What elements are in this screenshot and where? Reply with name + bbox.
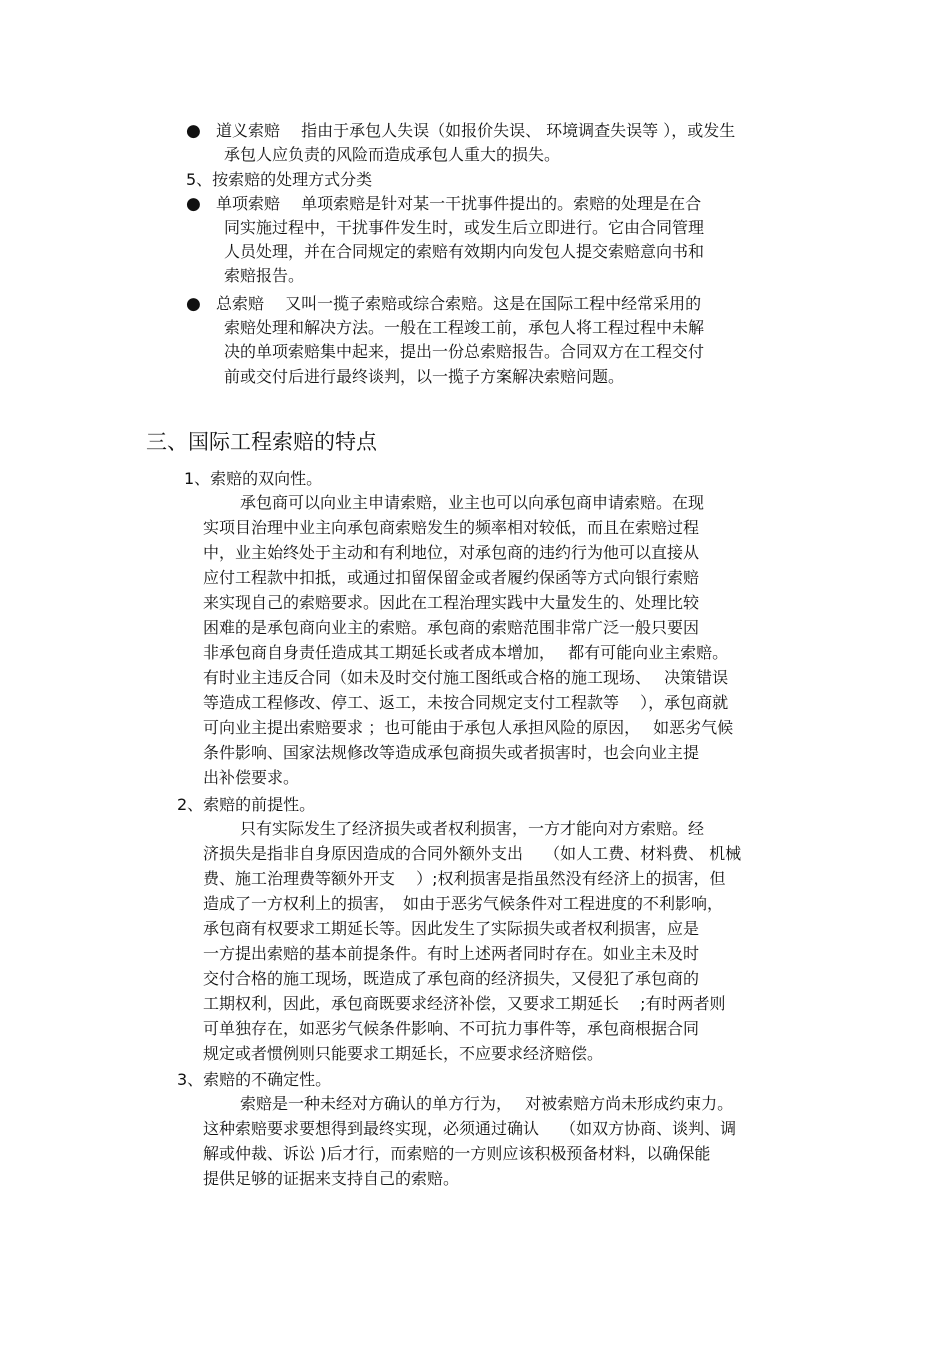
item-1-line: 出补偿要求。	[203, 768, 300, 787]
section-heading: 三、国际工程索赔的特点	[146, 430, 377, 454]
bullet-danxiang-line: 索赔报告。	[224, 266, 305, 285]
bullet-danxiang-line: 单项索赔 单项索赔是针对某一干扰事件提出的。索赔的处理是在合	[216, 194, 702, 213]
bullet-daoyi-line: 承包人应负责的风险而造成承包人重大的损失。	[224, 145, 561, 164]
item-1-line: 应付工程款中扣抵，或通过扣留保留金或者履约保函等方式向银行索赔	[203, 568, 700, 587]
item-3-line: 解或仲裁、诉讼 )后才行，而索赔的一方则应该积极预备材料，以确保能	[203, 1144, 711, 1163]
item-1-line: 实项目治理中业主向承包商索赔发生的频率相对较低，而且在索赔过程	[203, 518, 700, 537]
item-2-line: 工期权利，因此，承包商既要求经济补偿，又要求工期延长 ;有时两者则	[203, 994, 726, 1013]
item-2-line: 承包商有权要求工期延长等。因此发生了实际损失或者权利损害，应是	[203, 919, 700, 938]
item-2-line: 费、施工治理费等额外开支 ）;权利损害是指虽然没有经济上的损害，但	[203, 869, 726, 888]
bullet-zong-line: 索赔处理和解决方法。一般在工程竣工前，承包人将工程过程中未解	[224, 318, 705, 337]
item-1-title: 1、索赔的双向性。	[184, 469, 323, 488]
item-2-line: 一方提出索赔的基本前提条件。有时上述两者同时存在。如业主未及时	[203, 944, 700, 963]
item-2-line: 只有实际发生了经济损失或者权利损害，一方才能向对方索赔。经	[240, 819, 705, 838]
item-1-line: 可向业主提出索赔要求 ；也可能由于承包人承担风险的原因， 如恶劣气候	[203, 718, 734, 737]
bullet-danxiang-line: 人员处理，并在合同规定的索赔有效期内向发包人提交索赔意向书和	[224, 242, 705, 261]
item-3-line: 提供足够的证据来支持自己的索赔。	[203, 1169, 460, 1188]
item-3-line: 索赔是一种未经对方确认的单方行为， 对被索赔方尚未形成约束力。	[240, 1094, 734, 1113]
item-1-line: 有时业主违反合同（如未及时交付施工图纸或合格的施工现场、 决策错误	[203, 668, 729, 687]
item-1-line: 条件影响、国家法规修改等造成承包商损失或者损害时，也会向业主提	[203, 743, 700, 762]
item-3-line: 这种索赔要求要想得到最终实现，必须通过确认 （如双方协商、谈判、调	[203, 1119, 737, 1138]
bullet-zong-line: 总索赔 又叫一揽子索赔或综合索赔。这是在国际工程中经常采用的	[216, 294, 702, 313]
item-1-line: 中，业主始终处于主动和有利地位，对承包商的违约行为他可以直接从	[203, 543, 700, 562]
item-1-line: 承包商可以向业主申请索赔，业主也可以向承包商申请索赔。在现	[240, 493, 705, 512]
item-1-line: 来实现自己的索赔要求。因此在工程治理实践中大量发生的、处理比较	[203, 593, 700, 612]
bullet-zong-line: 决的单项索赔集中起来，提出一份总索赔报告。合同双方在工程交付	[224, 342, 705, 361]
item-5-heading: 5、按索赔的处理方式分类	[186, 170, 373, 189]
item-2-line: 造成了一方权利上的损害， 如由于恶劣气候条件对工程进度的不利影响，	[203, 894, 724, 913]
bullet-danxiang-line: 同实施过程中，干扰事件发生时，或发生后立即进行。它由合同管理	[224, 218, 705, 237]
item-1-line: 困难的是承包商向业主的索赔。承包商的索赔范围非常广泛一般只要因	[203, 618, 700, 637]
item-2-line: 交付合格的施工现场，既造成了承包商的经济损失，又侵犯了承包商的	[203, 969, 700, 988]
bullet-icon: ●	[186, 294, 201, 314]
item-3-title: 3、索赔的不确定性。	[177, 1070, 332, 1089]
bullet-zong-line: 前或交付后进行最终谈判，以一揽子方案解决索赔问题。	[224, 367, 625, 386]
item-1-line: 非承包商自身责任造成其工期延长或者成本增加， 都有可能向业主索赔。	[203, 643, 729, 662]
bullet-icon: ●	[186, 121, 201, 141]
item-1-line: 等造成工程修改、停工、返工，未按合同规定支付工程款等 ），承包商就	[203, 693, 729, 712]
item-2-line: 济损失是指非自身原因造成的合同外额外支出 （如人工费、材料费、 机械	[203, 844, 742, 863]
bullet-daoyi-line: 道义索赔 指由于承包人失误（如报价失误、 环境调查失误等 ），或发生	[216, 121, 736, 140]
item-2-line: 规定或者惯例则只能要求工期延长，不应要求经济赔偿。	[203, 1044, 604, 1063]
item-2-title: 2、索赔的前提性。	[177, 795, 316, 814]
bullet-icon: ●	[186, 194, 201, 214]
item-2-line: 可单独存在，如恶劣气候条件影响、不可抗力事件等，承包商根据合同	[203, 1019, 700, 1038]
